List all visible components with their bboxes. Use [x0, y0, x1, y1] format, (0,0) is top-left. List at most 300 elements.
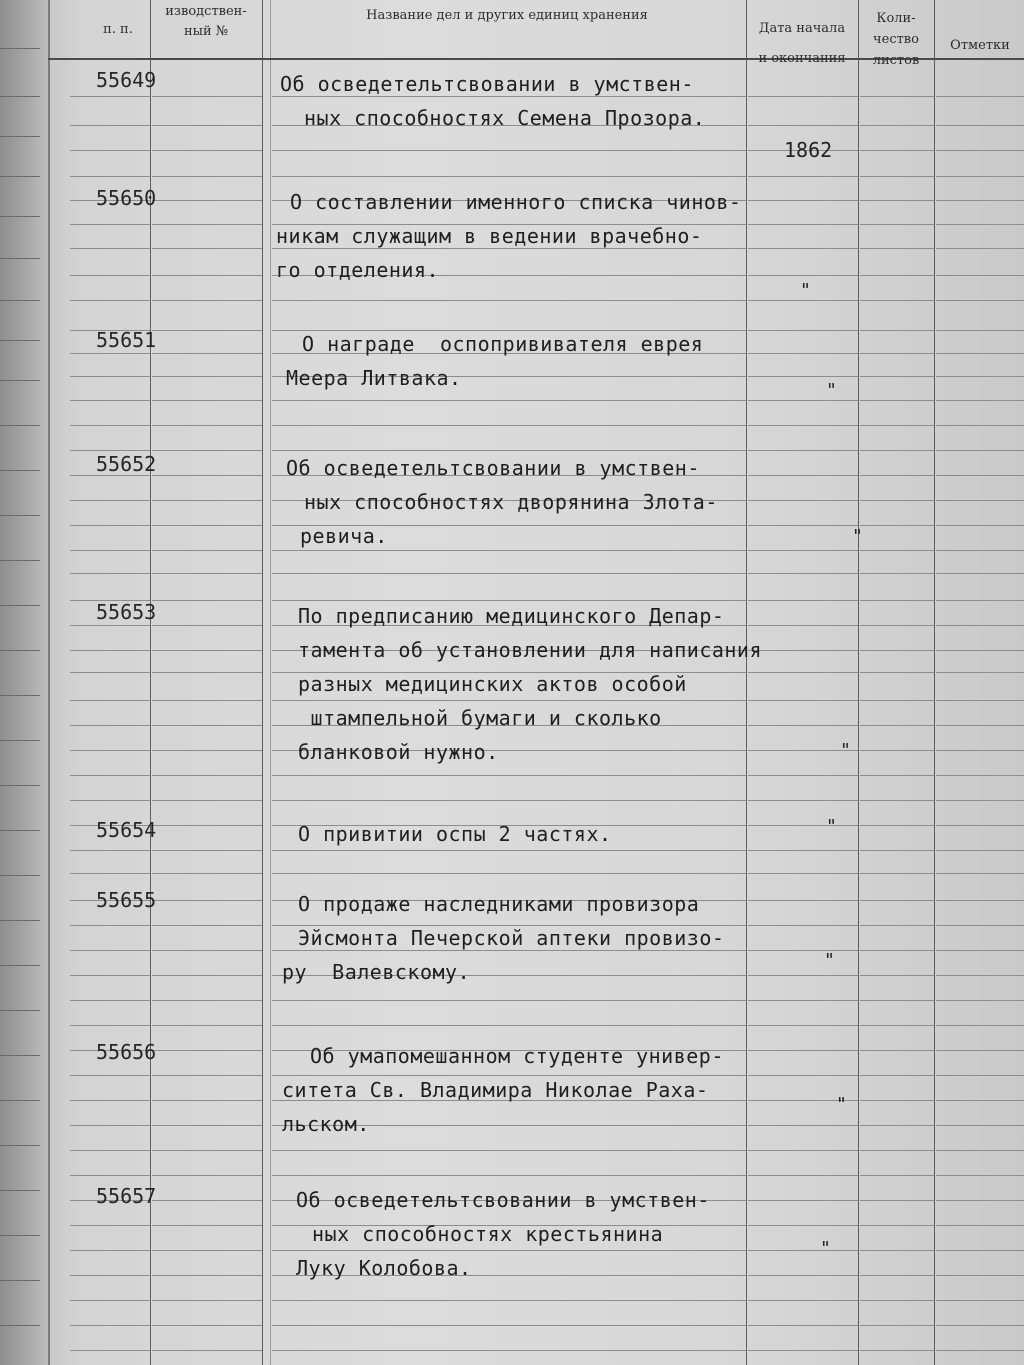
- ruled-line: [936, 950, 1024, 951]
- ruled-line: [748, 625, 858, 626]
- ruled-line: [70, 376, 150, 377]
- ruled-line: [936, 150, 1024, 151]
- ruled-line: [152, 200, 262, 201]
- ruled-line: [152, 775, 262, 776]
- ruled-line: [70, 400, 150, 401]
- ruled-line: [272, 1075, 746, 1076]
- ruled-line: [70, 1125, 150, 1126]
- ruled-line: [272, 600, 746, 601]
- ruled-line: [272, 425, 746, 426]
- entry-number: 55650: [96, 186, 157, 210]
- entry-title-line: ных способностях Семена Прозора.: [304, 106, 706, 130]
- ruled-line: [936, 176, 1024, 177]
- ruled-line: [860, 650, 934, 651]
- entry-title-line: О награде оспопрививателя еврея: [302, 332, 704, 356]
- ruled-line: [748, 573, 858, 574]
- ruled-line: [748, 800, 858, 801]
- ruled-line: [152, 1000, 262, 1001]
- ruled-line: [152, 300, 262, 301]
- ruled-line: [152, 150, 262, 151]
- ruled-line: [748, 1025, 858, 1026]
- ruled-line: [860, 873, 934, 874]
- entry-title-line: Об осведетельтсвовании в умствен-: [286, 456, 700, 480]
- entry-title-line: штампельной бумаги и сколько: [298, 706, 662, 730]
- ruled-line: [152, 573, 262, 574]
- ruled-line: [860, 150, 934, 151]
- ruled-line: [748, 376, 858, 377]
- ruled-line: [70, 1350, 150, 1351]
- ruled-line: [70, 975, 150, 976]
- ruled-line: [272, 850, 746, 851]
- ruled-line: [860, 625, 934, 626]
- ruled-line: [936, 1050, 1024, 1051]
- entry-title-line: По предписанию медицинского Депар-: [298, 604, 725, 628]
- ruled-line: [936, 353, 1024, 354]
- entry-number: 55651: [96, 328, 157, 352]
- ruled-line: [748, 330, 858, 331]
- ruled-line: [748, 1200, 858, 1201]
- ruled-line: [272, 1350, 746, 1351]
- entry-title-line: ситета Св. Владимира Николае Раха-: [282, 1078, 709, 1102]
- ruled-line: [860, 573, 934, 574]
- ruled-line: [860, 353, 934, 354]
- ditto-mark: ": [826, 816, 837, 837]
- ruled-line: [272, 1000, 746, 1001]
- ruled-line: [272, 450, 746, 451]
- ruled-line: [152, 96, 262, 97]
- ruled-line: [936, 1275, 1024, 1276]
- ruled-line: [748, 1150, 858, 1151]
- entry-number: 55652: [96, 452, 157, 476]
- ruled-line: [936, 275, 1024, 276]
- ruled-line: [70, 1225, 150, 1226]
- ruled-line: [70, 353, 150, 354]
- ruled-line: [152, 1200, 262, 1201]
- ruled-line: [936, 700, 1024, 701]
- ruled-line: [860, 1350, 934, 1351]
- entry-title-line: О продаже наследниками провизора: [298, 892, 700, 916]
- ruled-line: [860, 1250, 934, 1251]
- ditto-mark: ": [824, 950, 835, 971]
- entry-title-line: ных способностях крестьянина: [312, 1222, 664, 1246]
- ruled-line: [936, 1000, 1024, 1001]
- ruled-line: [936, 1150, 1024, 1151]
- ruled-line: [152, 1025, 262, 1026]
- ruled-line: [936, 850, 1024, 851]
- ruled-line: [936, 224, 1024, 225]
- ruled-line: [748, 600, 858, 601]
- ruled-line: [936, 330, 1024, 331]
- ruled-line: [936, 573, 1024, 574]
- ruled-line: [748, 1000, 858, 1001]
- ruled-line: [152, 672, 262, 673]
- ruled-line: [860, 725, 934, 726]
- ruled-line: [748, 975, 858, 976]
- ruled-line: [860, 176, 934, 177]
- ruled-line: [152, 750, 262, 751]
- ruled-line: [936, 450, 1024, 451]
- column-line-prod: [262, 0, 263, 1365]
- ruled-line: [152, 850, 262, 851]
- ruled-line: [860, 376, 934, 377]
- ruled-line: [70, 1150, 150, 1151]
- ruled-line: [860, 1300, 934, 1301]
- ruled-line: [272, 950, 746, 951]
- ruled-line: [152, 1300, 262, 1301]
- ruled-line: [152, 248, 262, 249]
- ruled-line: [936, 900, 1024, 901]
- page-binding: [0, 0, 50, 1365]
- ruled-line: [70, 573, 150, 574]
- ruled-line: [70, 950, 150, 951]
- ruled-line: [860, 1050, 934, 1051]
- entry-title-line: О составлении именного списка чинов-: [290, 190, 742, 214]
- ruled-line: [860, 1150, 934, 1151]
- entry-title-line: Луку Колобова.: [296, 1256, 472, 1280]
- ruled-line: [860, 900, 934, 901]
- ruled-line: [70, 1000, 150, 1001]
- ruled-line: [70, 550, 150, 551]
- ruled-line: [152, 1175, 262, 1176]
- ruled-line: [936, 1200, 1024, 1201]
- ruled-line: [748, 1050, 858, 1051]
- ruled-line: [860, 525, 934, 526]
- ruled-line: [748, 1275, 858, 1276]
- ruled-line: [748, 353, 858, 354]
- ruled-line: [748, 1175, 858, 1176]
- entry-number: 55649: [96, 68, 157, 92]
- ruled-line: [860, 700, 934, 701]
- ruled-line: [860, 1325, 934, 1326]
- entry-title-line: ревича.: [300, 524, 388, 548]
- ruled-line: [70, 450, 150, 451]
- ruled-line: [70, 1275, 150, 1276]
- ruled-line: [70, 500, 150, 501]
- ruled-line: [936, 1225, 1024, 1226]
- ruled-line: [860, 275, 934, 276]
- entry-number: 55653: [96, 600, 157, 624]
- ruled-line: [748, 1125, 858, 1126]
- ruled-line: [272, 1250, 746, 1251]
- entry-number: 55655: [96, 888, 157, 912]
- ruled-line: [152, 376, 262, 377]
- ruled-line: [860, 425, 934, 426]
- ruled-line: [748, 400, 858, 401]
- ruled-line: [936, 1325, 1024, 1326]
- ruled-line: [860, 800, 934, 801]
- entry-title-line: льском.: [282, 1112, 370, 1136]
- ruled-line: [860, 550, 934, 551]
- ruled-line: [860, 1100, 934, 1101]
- ruled-line: [152, 1050, 262, 1051]
- ruled-line: [936, 925, 1024, 926]
- ruled-line: [860, 825, 934, 826]
- header-col-title: Название дел и других единиц хранения: [366, 8, 648, 23]
- ruled-line: [748, 900, 858, 901]
- ruled-line: [936, 400, 1024, 401]
- ruled-line: [860, 1000, 934, 1001]
- ruled-line: [70, 1325, 150, 1326]
- ruled-line: [70, 275, 150, 276]
- ruled-line: [748, 500, 858, 501]
- header-col-prod: изводствен- ный №: [165, 4, 247, 39]
- ruled-line: [860, 600, 934, 601]
- ruled-line: [936, 96, 1024, 97]
- column-line-sheets: [858, 0, 859, 1365]
- ruled-line: [70, 1175, 150, 1176]
- ruled-line: [936, 1125, 1024, 1126]
- ruled-line: [272, 550, 746, 551]
- ruled-line: [152, 600, 262, 601]
- entry-title-line: Меера Литвака.: [286, 366, 462, 390]
- ditto-mark: ": [826, 380, 837, 401]
- ruled-line: [860, 1200, 934, 1201]
- ruled-line: [936, 475, 1024, 476]
- ruled-line: [936, 1025, 1024, 1026]
- entry-title-line: ных способностях дворянина Злота-: [304, 490, 718, 514]
- ruled-line: [748, 450, 858, 451]
- ruled-line: [860, 300, 934, 301]
- ruled-line: [152, 950, 262, 951]
- ruled-line: [70, 525, 150, 526]
- ruled-line: [860, 1125, 934, 1126]
- entry-title-line: го отделения.: [276, 258, 440, 282]
- ruled-line: [748, 475, 858, 476]
- ruled-line: [748, 700, 858, 701]
- ruled-line: [860, 950, 934, 951]
- ruled-line: [936, 200, 1024, 201]
- ruled-line: [152, 1150, 262, 1151]
- ruled-line: [936, 1175, 1024, 1176]
- ruled-line: [936, 425, 1024, 426]
- ruled-line: [936, 775, 1024, 776]
- ruled-line: [152, 1100, 262, 1101]
- ruled-line: [748, 96, 858, 97]
- ruled-line: [70, 672, 150, 673]
- entry-date: 1862: [784, 138, 833, 162]
- ruled-line: [70, 775, 150, 776]
- ruled-line: [860, 1175, 934, 1176]
- entry-number: 55657: [96, 1184, 157, 1208]
- ruled-line: [748, 725, 858, 726]
- ruled-line: [152, 1350, 262, 1351]
- ruled-line: [860, 925, 934, 926]
- ditto-mark: ": [840, 740, 851, 761]
- ruled-line: [272, 150, 746, 151]
- ruled-line: [70, 725, 150, 726]
- ruled-line: [748, 925, 858, 926]
- ruled-line: [70, 224, 150, 225]
- column-line-dates: [746, 0, 747, 1365]
- ruled-line: [860, 125, 934, 126]
- header-col-sheets: Коли- чество листов: [872, 11, 920, 68]
- ruled-line: [936, 750, 1024, 751]
- ruled-line: [70, 650, 150, 651]
- ruled-line: [936, 800, 1024, 801]
- ruled-line: [748, 125, 858, 126]
- ruled-line: [70, 850, 150, 851]
- entry-title-line: О привитии оспы 2 частях.: [298, 822, 612, 846]
- ruled-line: [152, 1075, 262, 1076]
- ruled-line: [152, 475, 262, 476]
- ruled-line: [272, 800, 746, 801]
- ruled-line: [70, 1025, 150, 1026]
- ruled-line: [272, 1150, 746, 1151]
- ruled-line: [860, 1225, 934, 1226]
- ruled-line: [860, 96, 934, 97]
- ruled-line: [936, 672, 1024, 673]
- column-line-title: [270, 0, 271, 1365]
- entry-title-line: Эйсмонта Печерской аптеки провизо-: [298, 926, 725, 950]
- ruled-line: [936, 376, 1024, 377]
- ruled-line: [272, 400, 746, 401]
- ruled-line: [152, 224, 262, 225]
- column-line-notes: [934, 0, 935, 1365]
- ditto-mark: ": [800, 280, 811, 301]
- ruled-line: [272, 248, 746, 249]
- entry-title-line: никам служащим в ведении врачебно-: [276, 224, 703, 248]
- ruled-line: [936, 1350, 1024, 1351]
- ruled-line: [272, 1175, 746, 1176]
- ruled-line: [70, 125, 150, 126]
- ruled-line: [748, 525, 858, 526]
- ruled-line: [748, 176, 858, 177]
- ruled-line: [70, 700, 150, 701]
- ruled-line: [936, 1250, 1024, 1251]
- entry-title-line: бланковой нужно.: [298, 740, 499, 764]
- ruled-line: [152, 500, 262, 501]
- ruled-line: [70, 248, 150, 249]
- ruled-line: [748, 1350, 858, 1351]
- ruled-line: [272, 96, 746, 97]
- ruled-line: [748, 1225, 858, 1226]
- ruled-line: [936, 525, 1024, 526]
- ruled-line: [70, 176, 150, 177]
- ruled-line: [936, 975, 1024, 976]
- ruled-line: [272, 1325, 746, 1326]
- ruled-line: [748, 775, 858, 776]
- ruled-line: [152, 330, 262, 331]
- ruled-line: [860, 248, 934, 249]
- ruled-line: [152, 400, 262, 401]
- ruled-line: [152, 525, 262, 526]
- ruled-line: [748, 873, 858, 874]
- ruled-line: [748, 850, 858, 851]
- ruled-line: [272, 1025, 746, 1026]
- ruled-line: [70, 96, 150, 97]
- ruled-line: [152, 176, 262, 177]
- ruled-line: [860, 1025, 934, 1026]
- ruled-line: [152, 1225, 262, 1226]
- ruled-line: [748, 650, 858, 651]
- ruled-line: [152, 625, 262, 626]
- ruled-line: [748, 275, 858, 276]
- header-col-num: п. п.: [103, 22, 133, 37]
- ruled-line: [70, 750, 150, 751]
- ruled-line: [152, 925, 262, 926]
- ruled-line: [860, 975, 934, 976]
- entry-title-line: Об осведетельтсвовании в умствен-: [296, 1188, 710, 1212]
- ruled-line: [860, 224, 934, 225]
- ruled-line: [152, 1250, 262, 1251]
- ruled-line: [152, 1275, 262, 1276]
- ruled-line: [152, 873, 262, 874]
- ruled-line: [748, 550, 858, 551]
- ruled-line: [70, 1100, 150, 1101]
- header-col-notes: Отметки: [950, 38, 1010, 53]
- ruled-line: [152, 125, 262, 126]
- ruled-line: [860, 400, 934, 401]
- ruled-line: [936, 500, 1024, 501]
- ruled-line: [152, 425, 262, 426]
- ruled-line: [936, 873, 1024, 874]
- ruled-line: [936, 1100, 1024, 1101]
- ruled-line: [748, 248, 858, 249]
- ruled-line: [152, 725, 262, 726]
- ruled-line: [860, 450, 934, 451]
- ruled-line: [272, 873, 746, 874]
- ruled-line: [936, 300, 1024, 301]
- ruled-line: [152, 700, 262, 701]
- header-col-dates: Дата начала и окончания: [758, 21, 846, 66]
- ditto-mark: ": [820, 1238, 831, 1259]
- ruled-line: [860, 775, 934, 776]
- ruled-line: [860, 330, 934, 331]
- ruled-line: [748, 825, 858, 826]
- ruled-line: [70, 425, 150, 426]
- ruled-line: [936, 1300, 1024, 1301]
- ruled-line: [936, 725, 1024, 726]
- ruled-line: [152, 1125, 262, 1126]
- ditto-mark: ": [836, 1094, 847, 1115]
- ruled-line: [272, 775, 746, 776]
- ruled-line: [860, 750, 934, 751]
- ruled-line: [70, 925, 150, 926]
- ruled-line: [70, 300, 150, 301]
- entry-number: 55654: [96, 818, 157, 842]
- ruled-line: [272, 700, 746, 701]
- ruled-line: [70, 873, 150, 874]
- ruled-line: [152, 825, 262, 826]
- ruled-line: [748, 950, 858, 951]
- ruled-line: [936, 625, 1024, 626]
- ruled-line: [152, 900, 262, 901]
- ruled-line: [936, 600, 1024, 601]
- entry-title-line: разных медицинских актов особой: [298, 672, 687, 696]
- ruled-line: [152, 275, 262, 276]
- ruled-line: [272, 330, 746, 331]
- ruled-line: [860, 200, 934, 201]
- ruled-line: [860, 672, 934, 673]
- ruled-line: [748, 425, 858, 426]
- ruled-line: [70, 150, 150, 151]
- entry-number: 55656: [96, 1040, 157, 1064]
- ruled-line: [152, 975, 262, 976]
- ruled-line: [152, 353, 262, 354]
- ruled-line: [936, 248, 1024, 249]
- ruled-line: [152, 450, 262, 451]
- ruled-line: [748, 1325, 858, 1326]
- ruled-line: [936, 550, 1024, 551]
- ruled-line: [748, 672, 858, 673]
- ruled-line: [860, 1275, 934, 1276]
- ruled-line: [272, 176, 746, 177]
- ruled-line: [748, 224, 858, 225]
- ruled-line: [70, 800, 150, 801]
- ruled-line: [70, 625, 150, 626]
- entry-title-line: Об умапомешанном студенте универ-: [310, 1044, 724, 1068]
- ruled-line: [272, 300, 746, 301]
